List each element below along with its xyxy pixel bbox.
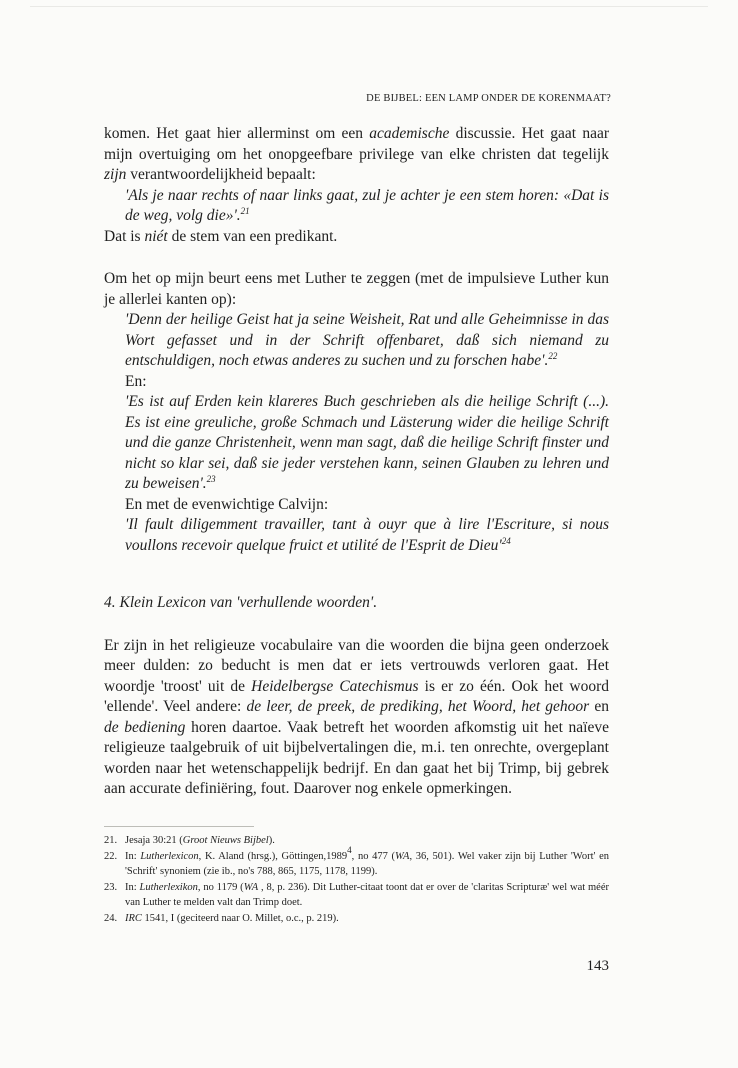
footnote-23: 23. In: Lutherlexikon, no 1179 (WA , 8, p. 236). Dit Luther-citaat toont dat er over de 'claritas Scripturæ' wel wat méér van Luther te melden valt dan Trimp doet. <box>104 881 609 908</box>
paragraph-3: Om het op mijn beurt eens met Luther te zeggen (met de impulsieve Luther kun je allerlei kanten op): <box>104 270 609 308</box>
footnote-ref-22: 22 <box>548 351 558 361</box>
page-number: 143 <box>586 958 609 974</box>
footnote-22: 22. In: Lutherlexicon, K. Aland (hrsg.), Göttingen,1989$^4$, no 477 (WA, 36, 501). Wel vaker zijn bij Luther 'Wort' en 'Schrift' synoniem (zie ib., no's 788, 865, 1175, 1178, 1199). <box>104 844 609 877</box>
paragraph-1: komen. Het gaat hier allerminst om een academische discussie. Het gaat naar mijn overtuiging om het onopgeefbare privilege van elke christen dat tegelijk zijn verantwoordelijkheid bepaalt: <box>104 125 610 183</box>
footnote-ref-21: 21 <box>240 206 250 216</box>
quote-luther-1: 'Denn der heilige Geist hat ja seine Weisheit, Rat und alle Geheimnisse in das Wort gefasset und in der Schrift offenbaret, daß sich niemand zu entschuldigen, noch etwas anderes zu suchen und zu forschen habe'.$^{22}$ <box>125 311 609 369</box>
quote-calvin: 'Il fault diligemment travailler, tant à ouyr que à lire l'Escriture, si nous voullons recevoir quelque fruict et utilité de l'Esprit de $Dieu'^{24}$ <box>125 516 609 554</box>
quote-isaiah: 'Als je naar rechts of naar links gaat, zul je achter je een stem horen: «Dat is de weg, volg die»'.$^{21}$ <box>125 186 609 224</box>
footnote-rule <box>104 826 254 827</box>
footnote-ref-23: 23 <box>206 474 216 484</box>
quote-luther-2: 'Es ist auf Erden kein klareres Buch geschrieben als die heilige Schrift (...). Es ist eine greuliche, große Schmach und Lästerung wider die heilige Schrift und die ganze Christenheit, wenn man sagt, daß die heilige Schrift finster und nicht so klar sei, daß sie jeder verstehen kann, seinen Glauben zu lehren und zu beweisen'.$^{23}$ <box>125 393 609 492</box>
section-heading: 4. Klein Lexicon van 'verhullende woorden'. <box>104 594 378 611</box>
footnote-24: 24. IRC 1541, I (geciteerd naar O. Millet, o.c., p. 219). <box>104 912 339 924</box>
scan-edge <box>30 6 708 7</box>
running-header: DE BIJBEL: EEN LAMP ONDER DE KORENMAAT? <box>366 93 611 104</box>
footnote-21: 21. Jesaja 30:21 (Groot Nieuws Bijbel). <box>104 835 275 846</box>
paragraph-4: Er zijn in het religieuze vocabulaire van die woorden die bijna geen onderzoek meer dulden: zo beducht is men dat er iets vertrouwds verloren gaat. Het woordje 'troost' uit de Heidelbergse Catechismus is er zo één. Ook het woord 'ellende'. Veel andere: de leer, de preek, de prediking, het Woord, het gehoor en de bediening horen daartoe. Vaak betreft het woorden afkomstig uit het naïeve religieuze taalgebruik of uit bijbelvertalingen die, m.i. ten onrechte, overgeplant worden naar het wetenschappelijk bedrijf. En dan gaat het bij Trimp, bij gebrek aan accurate definiëring, fout. Daarover nog enkele opmerkingen. <box>104 636 609 797</box>
en-line-1: En: <box>125 372 147 390</box>
paragraph-2: Dat is niét de stem van een predikant. <box>104 227 338 245</box>
body-text <box>104 124 609 800</box>
footnotes <box>104 826 609 926</box>
footnote-ref-24: 24 <box>501 535 511 546</box>
en-line-2: En met de evenwichtige Calvijn: <box>125 495 329 513</box>
